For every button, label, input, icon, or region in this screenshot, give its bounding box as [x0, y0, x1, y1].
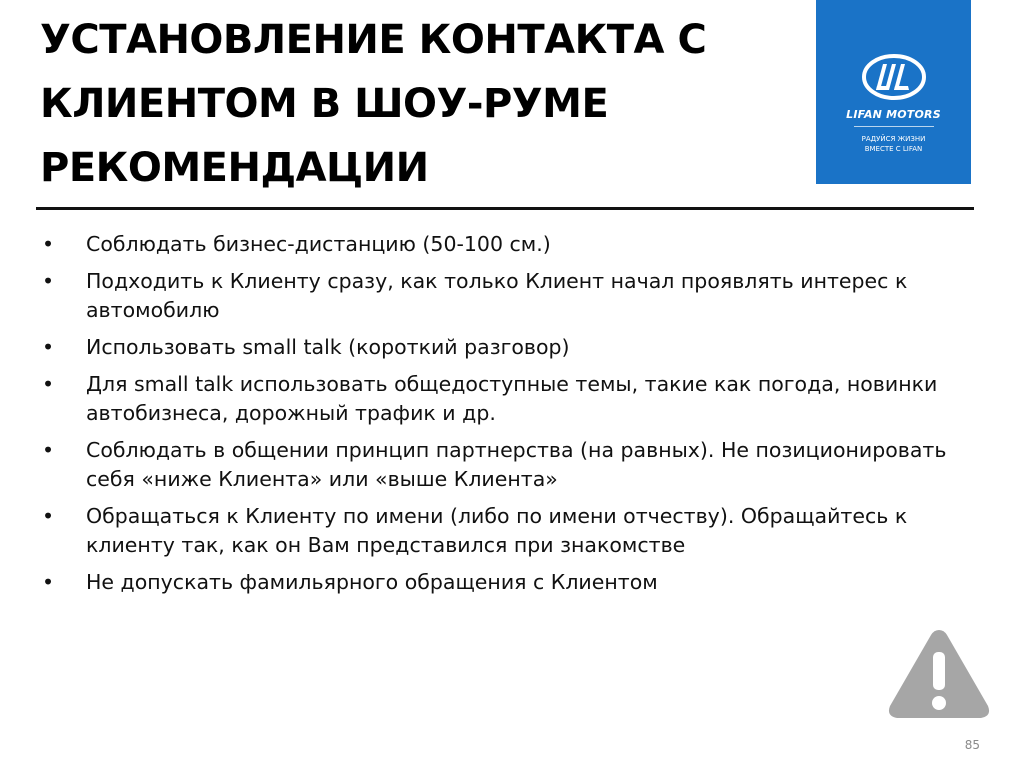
- warning-icon: [884, 624, 994, 724]
- lifan-motors-logo: [816, 0, 971, 184]
- logo-slogan-line-2: ВМЕСТЕ С LIFAN: [864, 145, 923, 153]
- title-line-3: РЕКОМЕНДАЦИИ: [40, 145, 429, 191]
- bullet-icon: •: [42, 504, 55, 528]
- list-item: [40, 333, 980, 362]
- slide-title: [40, 8, 800, 200]
- bullet-icon: •: [42, 335, 55, 359]
- title-divider: [36, 207, 974, 210]
- list-item: [40, 568, 980, 597]
- bullet-icon: •: [42, 438, 55, 462]
- list-item-text: Для small talk использовать общедоступные темы, такие как погода, новинки автобизнеса, дорожный трафик и др.: [86, 372, 938, 425]
- bullet-icon: •: [42, 269, 55, 293]
- bullet-icon: •: [42, 372, 55, 396]
- title-line-2: КЛИЕНТОМ В ШОУ-РУМЕ: [40, 81, 609, 127]
- list-item-text: Соблюдать бизнес-дистанцию (50-100 см.): [86, 232, 551, 256]
- list-item: [40, 267, 980, 325]
- list-item-text: Обращаться к Клиенту по имени (либо по имени отчеству). Обращайтесь к клиенту так, как он Вам представился при знакомстве: [86, 504, 908, 557]
- list-item: [40, 230, 980, 259]
- logo-slogan: [816, 134, 971, 154]
- recommendations-list: [40, 230, 980, 605]
- list-item: [40, 502, 980, 560]
- title-line-1: УСТАНОВЛЕНИЕ КОНТАКТА С: [40, 17, 707, 63]
- page-number: 85: [964, 738, 980, 752]
- bullet-icon: •: [42, 570, 55, 594]
- list-item: [40, 436, 980, 494]
- bullet-icon: •: [42, 232, 55, 256]
- list-item-text: Подходить к Клиенту сразу, как только Клиент начал проявлять интерес к автомобилю: [86, 269, 908, 322]
- logo-divider: [854, 126, 934, 127]
- list-item-text: Использовать small talk (короткий разговор): [86, 335, 570, 359]
- list-item-text: Соблюдать в общении принцип партнерства (на равных). Не позиционировать себя «ниже Клиента» или «выше Клиента»: [86, 438, 947, 491]
- logo-slogan-line-1: РАДУЙСЯ ЖИЗНИ: [861, 135, 926, 143]
- list-item: [40, 370, 980, 428]
- logo-brand: LIFAN MOTORS: [846, 108, 941, 121]
- list-item-text: Не допускать фамильярного обращения с Клиентом: [86, 570, 658, 594]
- lifan-emblem-icon: [861, 52, 927, 102]
